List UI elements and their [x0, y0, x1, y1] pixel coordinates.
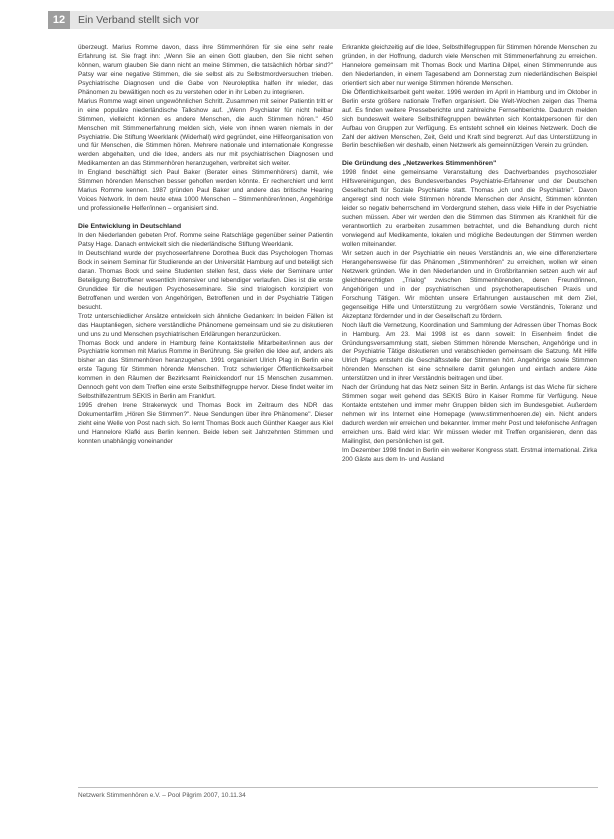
paragraph: In Deutschland wurde der psychoseerfahrene Dorothea Buck das Psychologen Thomas Bock in seinem Seminar für Studierende an der Universität Hamburg auf und beteiligt sich daran. Thomas Bock und seine Studenten stellen fest, dass viele der Seminare unter Beteiligung Betroffener wesentlich intensiver und lebendiger verlaufen. Dies ist die erste Grundidee für die heutigen Psychoseseminare. Sie sind trialogisch konzipiert von Betroffenen und werden von Angehörigen, Betroffenen und in der Psychiatrie Tätigen besucht.	[78, 249, 333, 311]
section-heading: Die Entwicklung in Deutschland	[78, 223, 182, 231]
section-title: Ein Verband stellt sich vor	[78, 14, 199, 26]
left-column	[78, 44, 333, 766]
footer-divider	[78, 787, 598, 788]
spacer	[342, 151, 597, 160]
paragraph: Die Öffentlichkeitsarbeit geht weiter. 1996 werden im April in Hamburg und im Oktober in Berlin erste größere nationale Treffen organisiert. Die Welt-Wochen zeigen das Thema auf. Es finden weitere Presseberichte und zahlreiche Fernsehberichte. Dadurch melden sich bundesweit weitere Selbsthilfegruppen bewährten sich Kontaktpersonen für den Aufbau von Gruppen zur Verfügung. Es entsteht schnell ein kleines Netzwerk. Doch die Zahl der aktiven Menschen, Zeit, Geld und Kraft sind begrenzt. Auf das Unterstützung in Berlin beschließen wir deshalb, einen Netzwerk als gemeinnützigen Verein zu gründen.	[342, 88, 597, 150]
right-column	[342, 44, 597, 766]
paragraph: Nach der Gründung hat das Netz seinen Sitz in Berlin. Anfangs ist das Wiche für sichere Stimmen sogar weit gehend das SEKIS Büro in Kaiser Romme für Verfügung. Neue Kontakte entstehen und immer mehr Gruppen bilden sich im Bundesgebiet. Außerdem nehmen wir ins Internet eine Homepage (www.stimmenhoeren.de) ein. Nicht anders dadurch werden wir erreichen und bekannter. Immer mehr Post und telefonische Anfragen erreichen uns. Bald wird klar: Wir müssen wieder mit Treffen organisieren, denn das Mailinglist, den persönlichen ist gelt.	[342, 384, 597, 445]
paragraph: Trotz unterschiedlicher Ansätze entwickeln sich ähnliche Gedanken: In beiden Fällen ist das Hauptanliegen, sichere verständliche Phänomene gemeinsam und sie zu diskutieren und uns zu und Menschen psychiatrischen Erklärungen heranzurücken.	[78, 312, 333, 338]
paragraph: 1998 findet eine gemeinsame Veranstaltung des Dachverbandes psychosozialer Hilfsvereinigungen, des Bundesverbandes Psychiatrie-Erfahrener und der Deutschen Gesellschaft für Soziale Psychiatrie statt. Thomas „ich und die Psychiatrie". Davon angeregt sind noch viele Stimmen hörende Menschen der Ansicht, Stimmen könnten leider so negativ beherrschend im Vordergrund stehen, dass viele Hilfe in der Psychiatrie suchen müssen. Aber wir werden den die Stimmen das Stimmen als Krankheit für die verantwortlich zu erarbeiten zusammen betrachtet, und die Behandlung durch nicht vorwiegend auf Medikamente, lokalen und mögliche Bedeutungen der Stimmen werden wollen miteinander.	[342, 169, 597, 249]
paragraph: In den Niederlanden gebeten Prof. Romme seine Ratschläge gegenüber seiner Patientin Patsy Hage. Danach entwickelt sich die niederländische Stiftung Weerklank.	[78, 232, 333, 249]
page-number: 12	[48, 11, 70, 29]
paragraph: Erkrankte gleichzeitig auf die Idee, Selbsthilfegruppen für Stimmen hörende Menschen zu gründen, in der Hoffnung, dadurch viele Menschen mit Stimmenerfahrung zu erreichen. Hannelore gemeinsam mit Thomas Bock und Martina Dilpel, einen Stimmenrunde aus den Niederlanden, in einem Tagesabend am Donnerstag zum niederländischen Beispiel orientiert sich aber nur wenige Stimmen hörende Menschen.	[342, 44, 597, 87]
page-footer: Netzwerk Stimmenhören e.V. – Pool Pilgrim 2007, 10.11.34	[78, 792, 246, 799]
paragraph: Marius Romme wagt einen ungewöhnlichen Schritt. Zusammen mit seiner Patientin tritt er in eine populäre niederländische Talkshow auf. „Wenn Psychiater für nicht heilbar Stimmen, vielleicht können es andere Menschen, die auch Stimmen hören." 450 Menschen mit Stimmenerfahrung melden sich, viele von ihnen waren niemals in der Psychiatrie. Die Stiftung Weerklank (Widerhall) wird gegründet, eine Hilfeorganisation von und für Menschen, die Stimmen hören. Mehrere nationale und internationale Kongresse werden abgehalten, und die Idee, anders als nur mit psychiatrischen Diagnosen und Medikamenten an das Stimmenhören heranzugehen, verbreitet sich weiter.	[78, 97, 333, 168]
paragraph: 1995 drehen Irene Strakerwyck und Thomas Bock im Zeitraum des NDR das Dokumentarfilm „Hören Sie Stimmen?". Neue Sendungen über ihre Phänomene". Dieser zieht eine Welle von Post nach sich. So lernt Thomas Bock auch Günther Kaeger aus Kiel und Hannelore Klafki aus Berlin kennen. Beide leben seit Jahrzehnten Stimmen und konnten unabhängig voneinander	[78, 402, 333, 445]
section-heading: Die Gründung des „Netzwerkes Stimmenhören"	[342, 160, 497, 168]
paragraph: Thomas Bock und andere in Hamburg feine Kontaktstelle Mitarbeiter/innen aus der Psychiatrie kommen mit Marius Romme in Berührung. Sie greifen die Idee auf, anders als bisher an das Stimmenhören heranzugehen. 1991 organisiert Ulrich Plag in Berlin eine erste Tagung für Stimmen hörende Menschen. Trotz schwieriger Öffentlichkeitsarbeit kommen in den Räumen der Bezirksamt Reinickendorf nur 15 Menschen zusammen. Dennoch geht von dem Treffen eine erste Selbsthilfegruppe hervor. Diese findet weiter im Selbsthilfezentrum SEKIS in Berlin am Frankfurt.	[78, 339, 333, 401]
page-header	[48, 11, 614, 29]
paragraph: überzeugt. Marius Romme davon, dass ihre Stimmenhören für sie eine sehr reale Erfahrung ist. Sie fragt ihn: „Wenn Sie an einen Gott glauben, den Sie nicht sehen können, warum glauben Sie dann nicht an meine Stimmen, die tatsächlich hörbar sind?" Patsy war eine negative Stimmen, die sie selbst als zu Selbstmordversuchen trieben. Psychiatrische Diagnosen und die Gabe von Neuroleptika halfen ihr wieder, das Phänomen zu bewältigen noch es zu verstehen oder in ihr Leben zu integrieren.	[78, 44, 333, 96]
paragraph: Im Dezember 1998 findet in Berlin ein weiterer Kongress statt. Erstmal international. Zirka 200 Gäste aus dem In- und Ausland	[342, 446, 597, 463]
paragraph: Noch läuft die Vernetzung, Koordination und Sammlung der Adressen über Thomas Bock in Hamburg. Am 23. Mai 1998 ist es dann soweit: In Eisenheim findet die Gründungsversammlung statt, sieben Stimmen hörende Menschen, Angehörige und in der Psychiatrie Tätige diskutieren und verabschieden gemeinsam die Satzung. Mit Hilfe Ulrich Plags entsteht die Geschäftsstelle der Stimmen hört. Angehörige sowie Stimmen hörenden Menschen ist eine schnellere damit gelungen und einfach andere Akte unterstützen und in ihrer Verständnis beitragen und über.	[342, 321, 597, 383]
paragraph: Wir setzen auch in der Psychiatrie ein neues Verständnis an, wie eine differenziertere Herangehensweise für das Phänomen „Stimmenhören" zu erreichen, wollen wir einen Netzwerk gründen. Wie in den Niederlanden und in Großbritannien setzen auch wir auf gleichberechtigten „Trialog" zwischen Stimmenhörenden, deren Freund/innen, Angehörigen und in der psychiatrischen und psychotherapeutischen Praxis und Forschung Tätigen. Wir möchten unsere Erfahrungen austauschen mit dem Ziel, gegenseitige Hilfe und Unterstützung zu vergrößern sowie Verständnis, Toleranz und Akzeptanz fördernder und in der Gesellschaft zu fördern.	[342, 249, 597, 320]
spacer	[78, 214, 333, 223]
paragraph: In England beschäftigt sich Paul Baker (Berater eines Stimmenhörers) damit, wie Stimmen hörenden Menschen besser geholfen werden könnte. Er recherchiert und lernt Marius Romme kennen. 1987 gründen Paul Baker und andere das britische Hearing Voices Network. In dem heute etwa 1000 Menschen – Stimmenhörer/innen, Angehörige und professionelle Helfer/innen – organisiert sind.	[78, 169, 333, 213]
